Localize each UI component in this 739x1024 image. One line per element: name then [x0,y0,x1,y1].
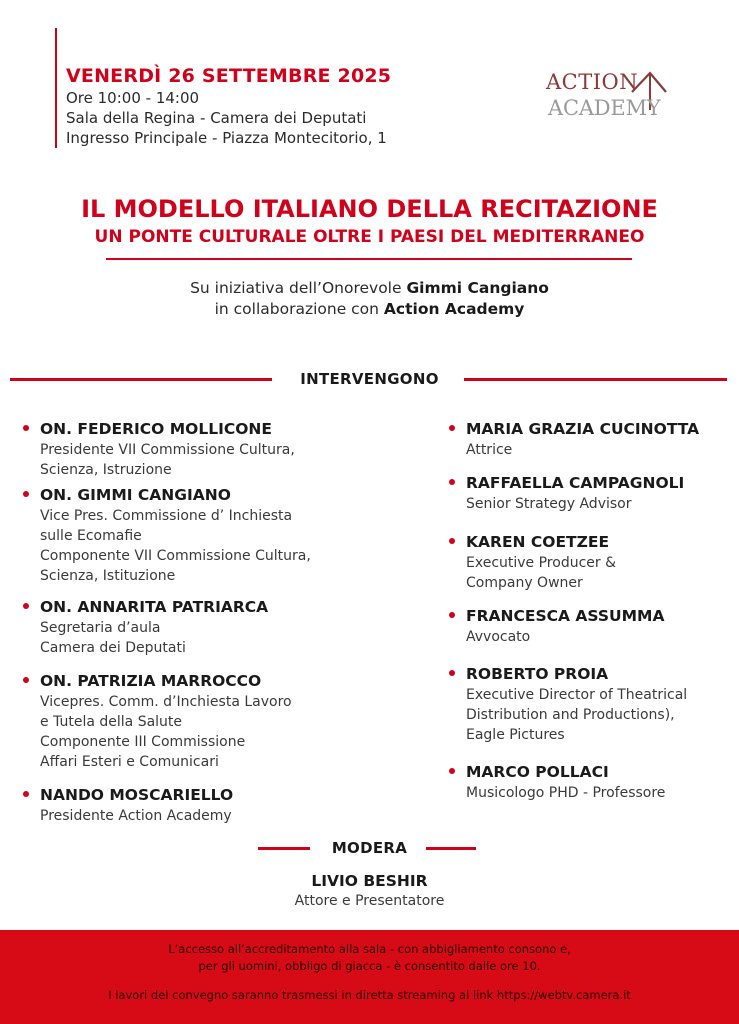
logo-word-academy: ACADEMY [548,96,661,120]
speaker-role-line: sulle Ecomafie [40,528,142,544]
footer-dress-code-line-2: per gli uomini, obbligo di giacca - è consentito dalle ore 10. [198,959,541,973]
speaker-name: KAREN COETZEE [466,533,610,551]
speaker-role [40,440,295,480]
logo-word-action: ACTION [546,70,639,94]
speaker-role-line: Presidente Action Academy [40,808,232,824]
speaker-role-line: Affari Esteri e Comunicari [40,754,219,770]
bullet-icon [449,479,455,485]
speaker-role [466,440,512,460]
initiative-prefix: Su iniziativa dell’Onorevole [190,279,407,297]
speaker-name: RAFFAELLA CAMPAGNOLI [466,474,685,492]
speaker-name: ON. PATRIZIA MARROCCO [40,672,262,690]
speaker-role [466,783,665,803]
bullet-icon [23,491,29,497]
initiative-text [0,278,739,320]
bullet-icon [449,612,455,618]
moderator-heading-label: MODERA [331,839,408,857]
speaker-role [40,506,311,586]
speaker-role-line: Attrice [466,442,513,458]
speaker-name: ON. ANNARITA PATRIARCA [40,598,269,616]
speaker-role-line: Vice Pres. Commissione d’ Inchiesta [40,508,293,524]
event-venue: Sala della Regina - Camera dei Deputati [66,109,367,127]
event-info [66,64,536,148]
speaker-role-line: Presidente VII Commissione Cultura, [40,442,295,458]
footer-streaming-info: I lavori del convegno saranno trasmessi in diretta streaming al link https://webtv.camera.it [108,988,631,1002]
footer-banner [0,930,739,1024]
footer-dress-code-line-1: L’accesso all’accreditamento alla sala - con abbigliamento consono e, [168,942,571,956]
speaker-role-line: e Tutela della Salute [40,714,183,730]
bullet-icon [449,538,455,544]
speakers-heading-label: INTERVENGONO [300,370,439,388]
collaboration-prefix: in collaborazione con [214,300,384,318]
speaker-name: MARIA GRAZIA CUCINOTTA [466,420,700,438]
speaker-role [40,618,186,658]
speaker-name: ON. FEDERICO MOLLICONE [40,420,272,438]
event-time: Ore 10:00 - 14:00 [66,89,200,107]
initiative-line-2 [0,299,739,320]
speaker-role-line: Segretaria d’aula [40,620,161,636]
speaker-role-line: Executive Director of Theatrical [466,687,688,703]
speaker-role-line: Vicepres. Comm. d’Inchiesta Lavoro [40,694,292,710]
bullet-icon [23,425,29,431]
event-date: VENERDÌ 26 SETTEMBRE 2025 [66,65,392,87]
speaker-name: NANDO MOSCARIELLO [40,786,234,804]
speaker-role-line: Distribution and Productions), [466,707,675,723]
initiative-line-1 [0,278,739,299]
speaker-role [40,806,232,826]
speaker-role-line: Componente VII Commissione Cultura, [40,548,311,564]
moderator-heading [0,838,739,858]
speaker-name: FRANCESCA ASSUMMA [466,607,665,625]
speaker-name: MARCO POLLACI [466,763,609,781]
speaker-role-line: Company Owner [466,575,583,591]
speaker-name: ROBERTO PROIA [466,665,609,683]
action-academy-logo [546,70,676,124]
speaker-name: ON. GIMMI CANGIANO [40,486,231,504]
speaker-role [466,553,616,593]
bullet-icon [449,670,455,676]
speaker-role-line: Avvocato [466,629,531,645]
speaker-role-line: Senior Strategy Advisor [466,496,632,512]
speaker-role-line: Executive Producer & [466,555,617,571]
conference-subtitle: UN PONTE CULTURALE OLTRE I PAESI DEL MEDITERRANEO [94,227,645,247]
collaboration-partner: Action Academy [383,300,525,318]
speaker-role-line: Scienza, Istituzione [40,568,176,584]
bullet-icon [23,791,29,797]
conference-title: IL MODELLO ITALIANO DELLA RECITAZIONE [81,195,658,223]
initiative-promoter: Gimmi Cangiano [406,279,549,297]
speaker-role-line: Camera dei Deputati [40,640,186,656]
title-divider [106,258,632,260]
speaker-role [466,627,530,647]
header-accent-line [55,28,57,148]
speaker-role [40,692,292,772]
speaker-role-line: Componente III Commissione [40,734,246,750]
moderator-role: Attore e Presentatore [294,893,445,909]
speaker-role [466,685,687,745]
moderator-name: LIVIO BESHIR [311,872,428,890]
speaker-role [466,494,631,514]
speakers-heading [0,369,739,389]
speaker-role-line: Eagle Pictures [466,727,565,743]
event-entrance: Ingresso Principale - Piazza Montecitorio, 1 [66,129,387,147]
bullet-icon [449,425,455,431]
bullet-icon [23,603,29,609]
speaker-role-line: Scienza, Istruzione [40,462,172,478]
bullet-icon [23,677,29,683]
speaker-role-line: Musicologo PHD - Professore [466,785,666,801]
bullet-icon [449,768,455,774]
